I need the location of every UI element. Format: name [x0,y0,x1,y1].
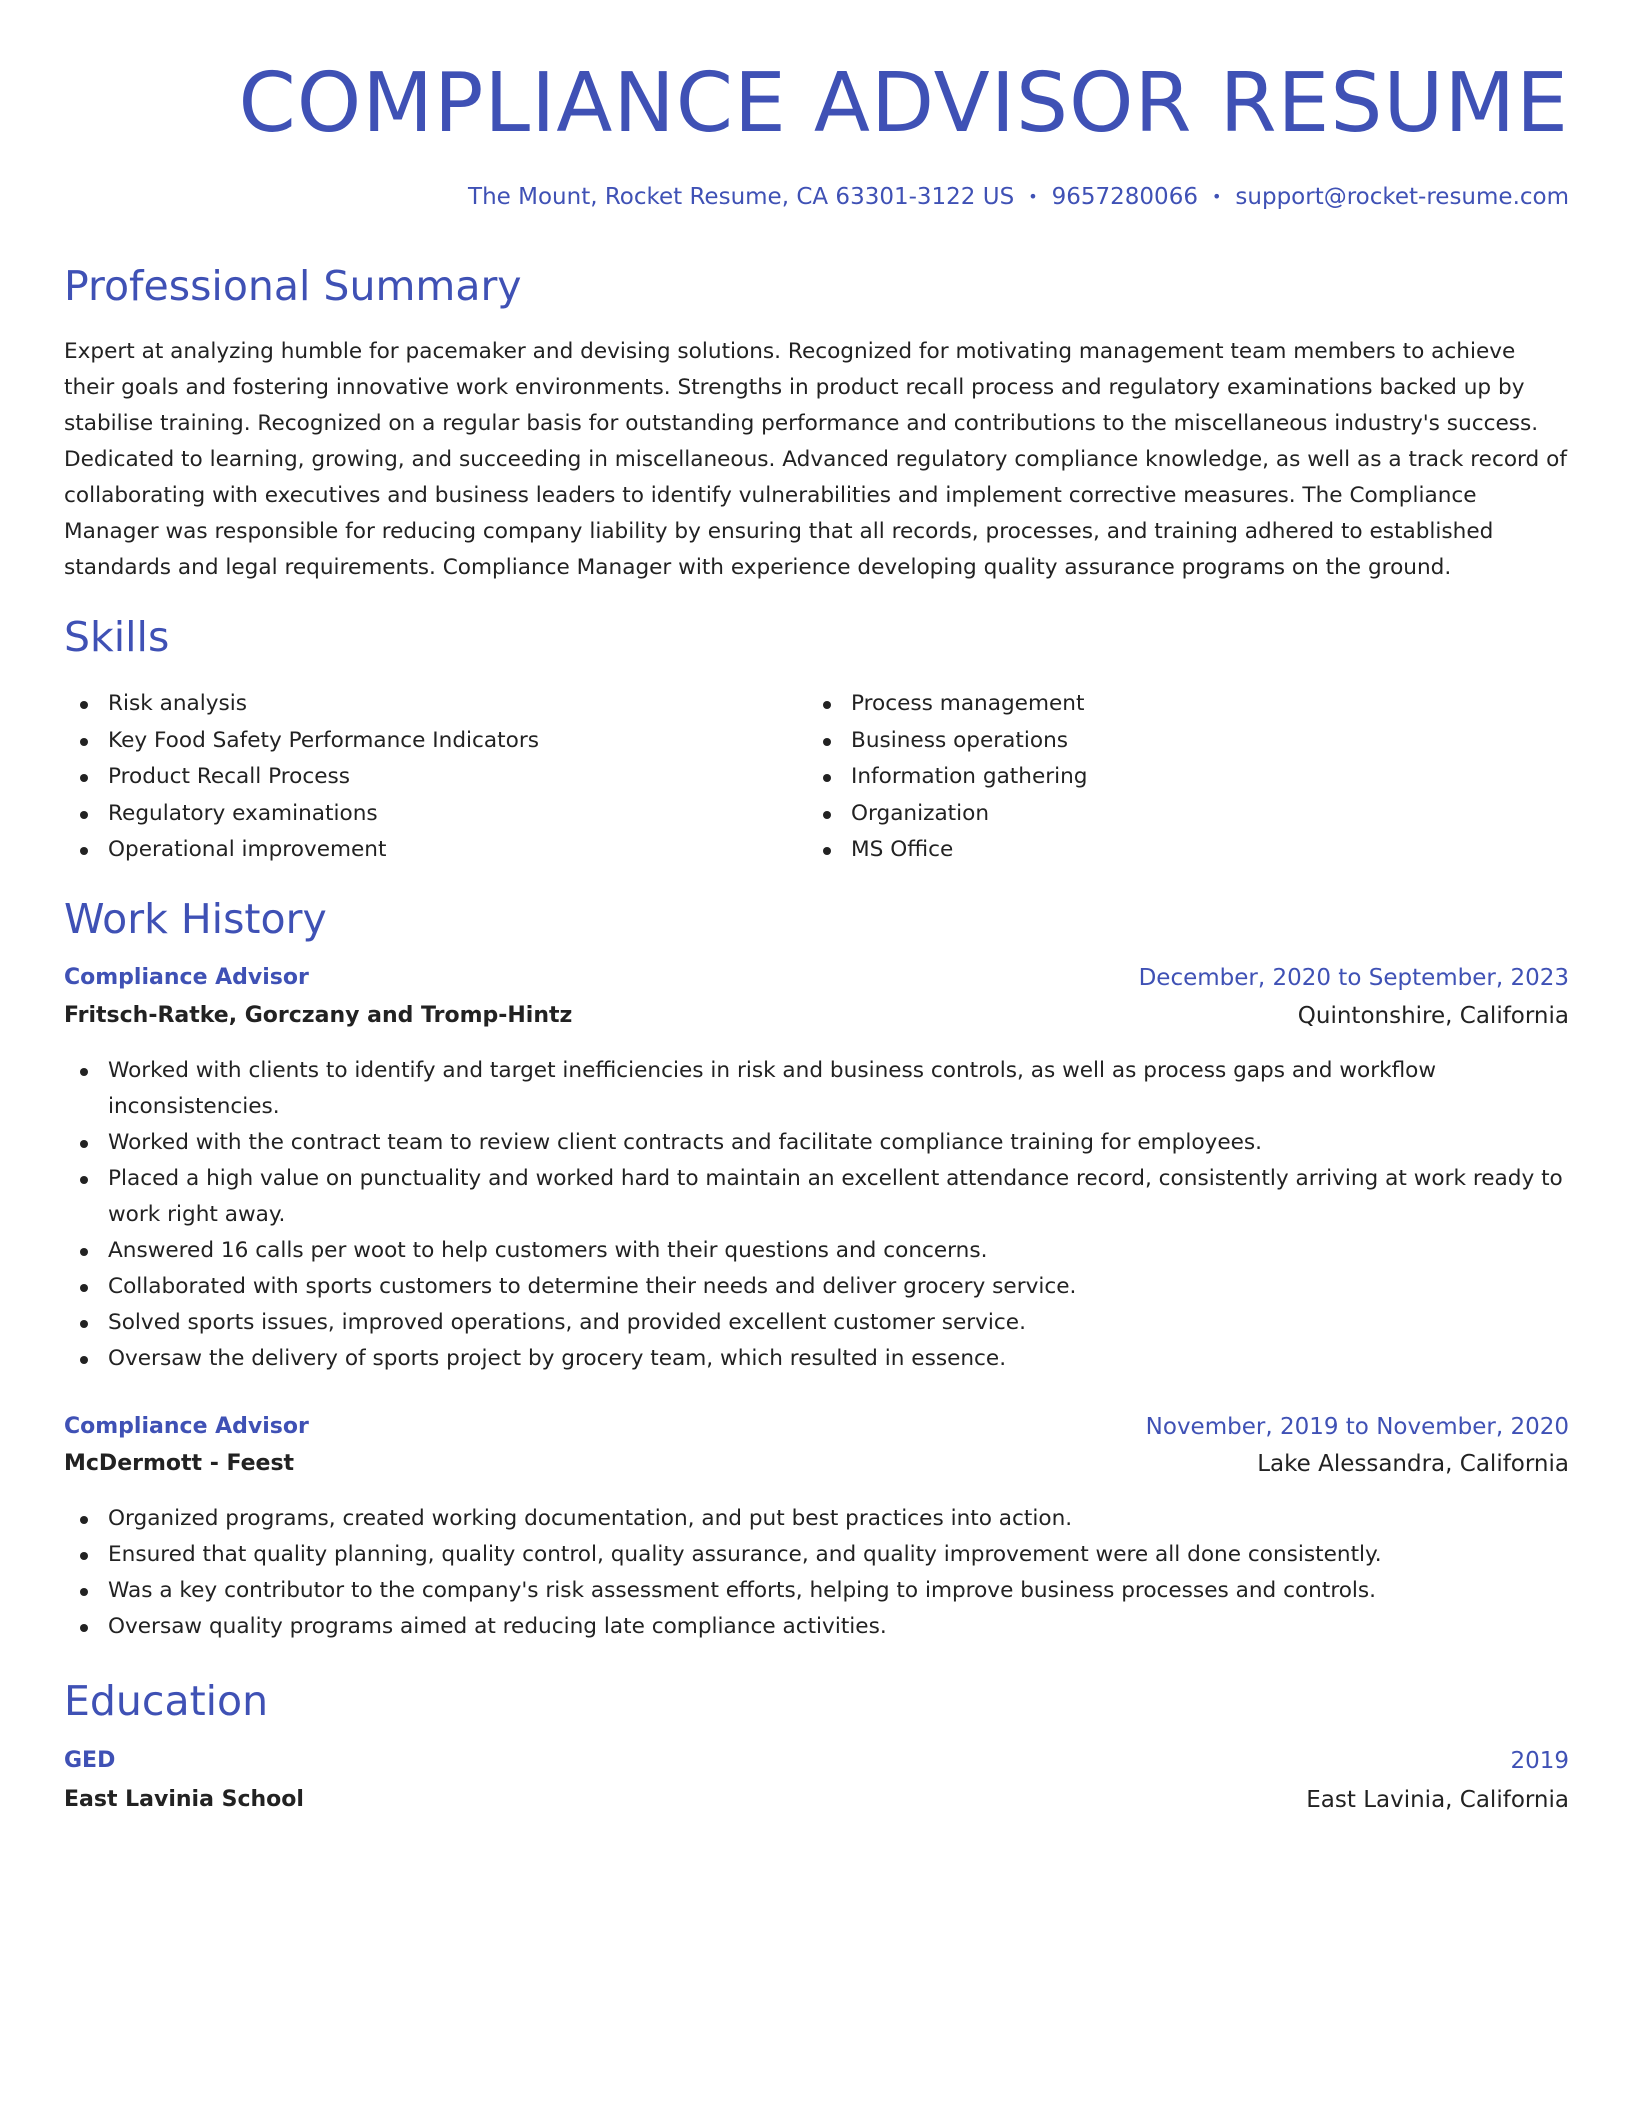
job-title: Compliance Advisor [64,965,309,990]
skill-item: Key Food Safety Performance Indicators [64,723,764,760]
education-year: 2019 [1510,1748,1569,1774]
contact-phone: 9657280066 [1051,184,1198,210]
skills-list-left [64,686,764,869]
duty-item: Ensured that quality planning, quality control, quality assurance, and quality improvement were all done consistently. [64,1537,1569,1573]
duty-item: Was a key contributor to the company's risk assessment efforts, helping to improve business processes and controls. [64,1573,1569,1609]
resume-title: COMPLIANCE ADVISOR RESUME [238,56,1569,151]
duty-item: Worked with clients to identify and target inefficiencies in risk and business controls, as well as process gaps and workflow inconsistencies. [64,1053,1569,1125]
job-dates: December, 2020 to September, 2023 [1138,965,1569,991]
skill-item: Organization [807,796,1507,833]
duty-item: Oversaw quality programs aimed at reducing late compliance activities. [64,1609,1569,1645]
skill-item: Regulatory examinations [64,796,764,833]
skill-item: Business operations [807,723,1507,760]
education-school: East Lavinia School [64,1787,304,1812]
duty-item: Answered 16 calls per woot to help customers with their questions and concerns. [64,1233,1569,1269]
summary-heading: Professional Summary [64,262,522,310]
education-location: East Lavinia, California [1306,1787,1569,1813]
contact-line [468,182,1569,212]
skill-item: MS Office [807,832,1507,869]
duty-item: Worked with the contract team to review client contracts and facilitate compliance training for employees. [64,1125,1569,1161]
contact-separator: • [1211,187,1222,206]
job-company: McDermott - Feest [64,1451,295,1476]
duty-item: Collaborated with sports customers to determine their needs and deliver grocery service. [64,1269,1569,1305]
skill-item: Process management [807,686,1507,723]
work-heading: Work History [64,895,327,943]
job-location: Quintonshire, California [1297,1003,1569,1029]
skill-item: Operational improvement [64,832,764,869]
education-degree: GED [64,1748,116,1773]
job-duties [64,1053,1569,1377]
job-title: Compliance Advisor [64,1414,309,1439]
skills-list-right [807,686,1507,869]
education-heading: Education [64,1677,269,1725]
skill-item: Risk analysis [64,686,764,723]
contact-separator: • [1028,187,1038,206]
skill-item: Product Recall Process [64,759,764,796]
skill-item: Information gathering [807,759,1507,796]
duty-item: Organized programs, created working documentation, and put best practices into action. [64,1501,1569,1537]
job-company: Fritsch-Ratke, Gorczany and Tromp-Hintz [64,1003,573,1028]
duty-item: Oversaw the delivery of sports project by grocery team, which resulted in essence. [64,1341,1569,1377]
summary-text: Expert at analyzing humble for pacemaker and devising solutions. Recognized for motivating management team members to achieve their goals and fostering innovative work environments. Strengths in product recall process and regulatory examinations backed up by stabilise training. Recognized on a regular basis for outstanding performance and contributions to the miscellaneous industry's success. Dedicated to learning, growing, and succeeding in miscellaneous. Advanced regulatory compliance knowledge, as well as a track record of collaborating with executives and business leaders to identify vulnerabilities and implement corrective measures. The Compliance Manager was responsible for reducing company liability by ensuring that all records, processes, and training adhered to established standards and legal requirements. Compliance Manager with experience developing quality assurance programs on the ground. [64,339,1567,580]
contact-address: The Mount, Rocket Resume, CA 63301-3122 US [468,184,1015,210]
job-dates: November, 2019 to November, 2020 [1145,1414,1569,1440]
job-location: Lake Alessandra, California [1257,1451,1569,1477]
job-duties [64,1501,1569,1645]
skills-heading: Skills [64,613,170,661]
contact-email: support@rocket-resume.com [1235,184,1569,210]
duty-item: Solved sports issues, improved operations, and provided excellent customer service. [64,1305,1569,1341]
duty-item: Placed a high value on punctuality and worked hard to maintain an excellent attendance record, consistently arriving at work ready to work right away. [64,1161,1569,1233]
